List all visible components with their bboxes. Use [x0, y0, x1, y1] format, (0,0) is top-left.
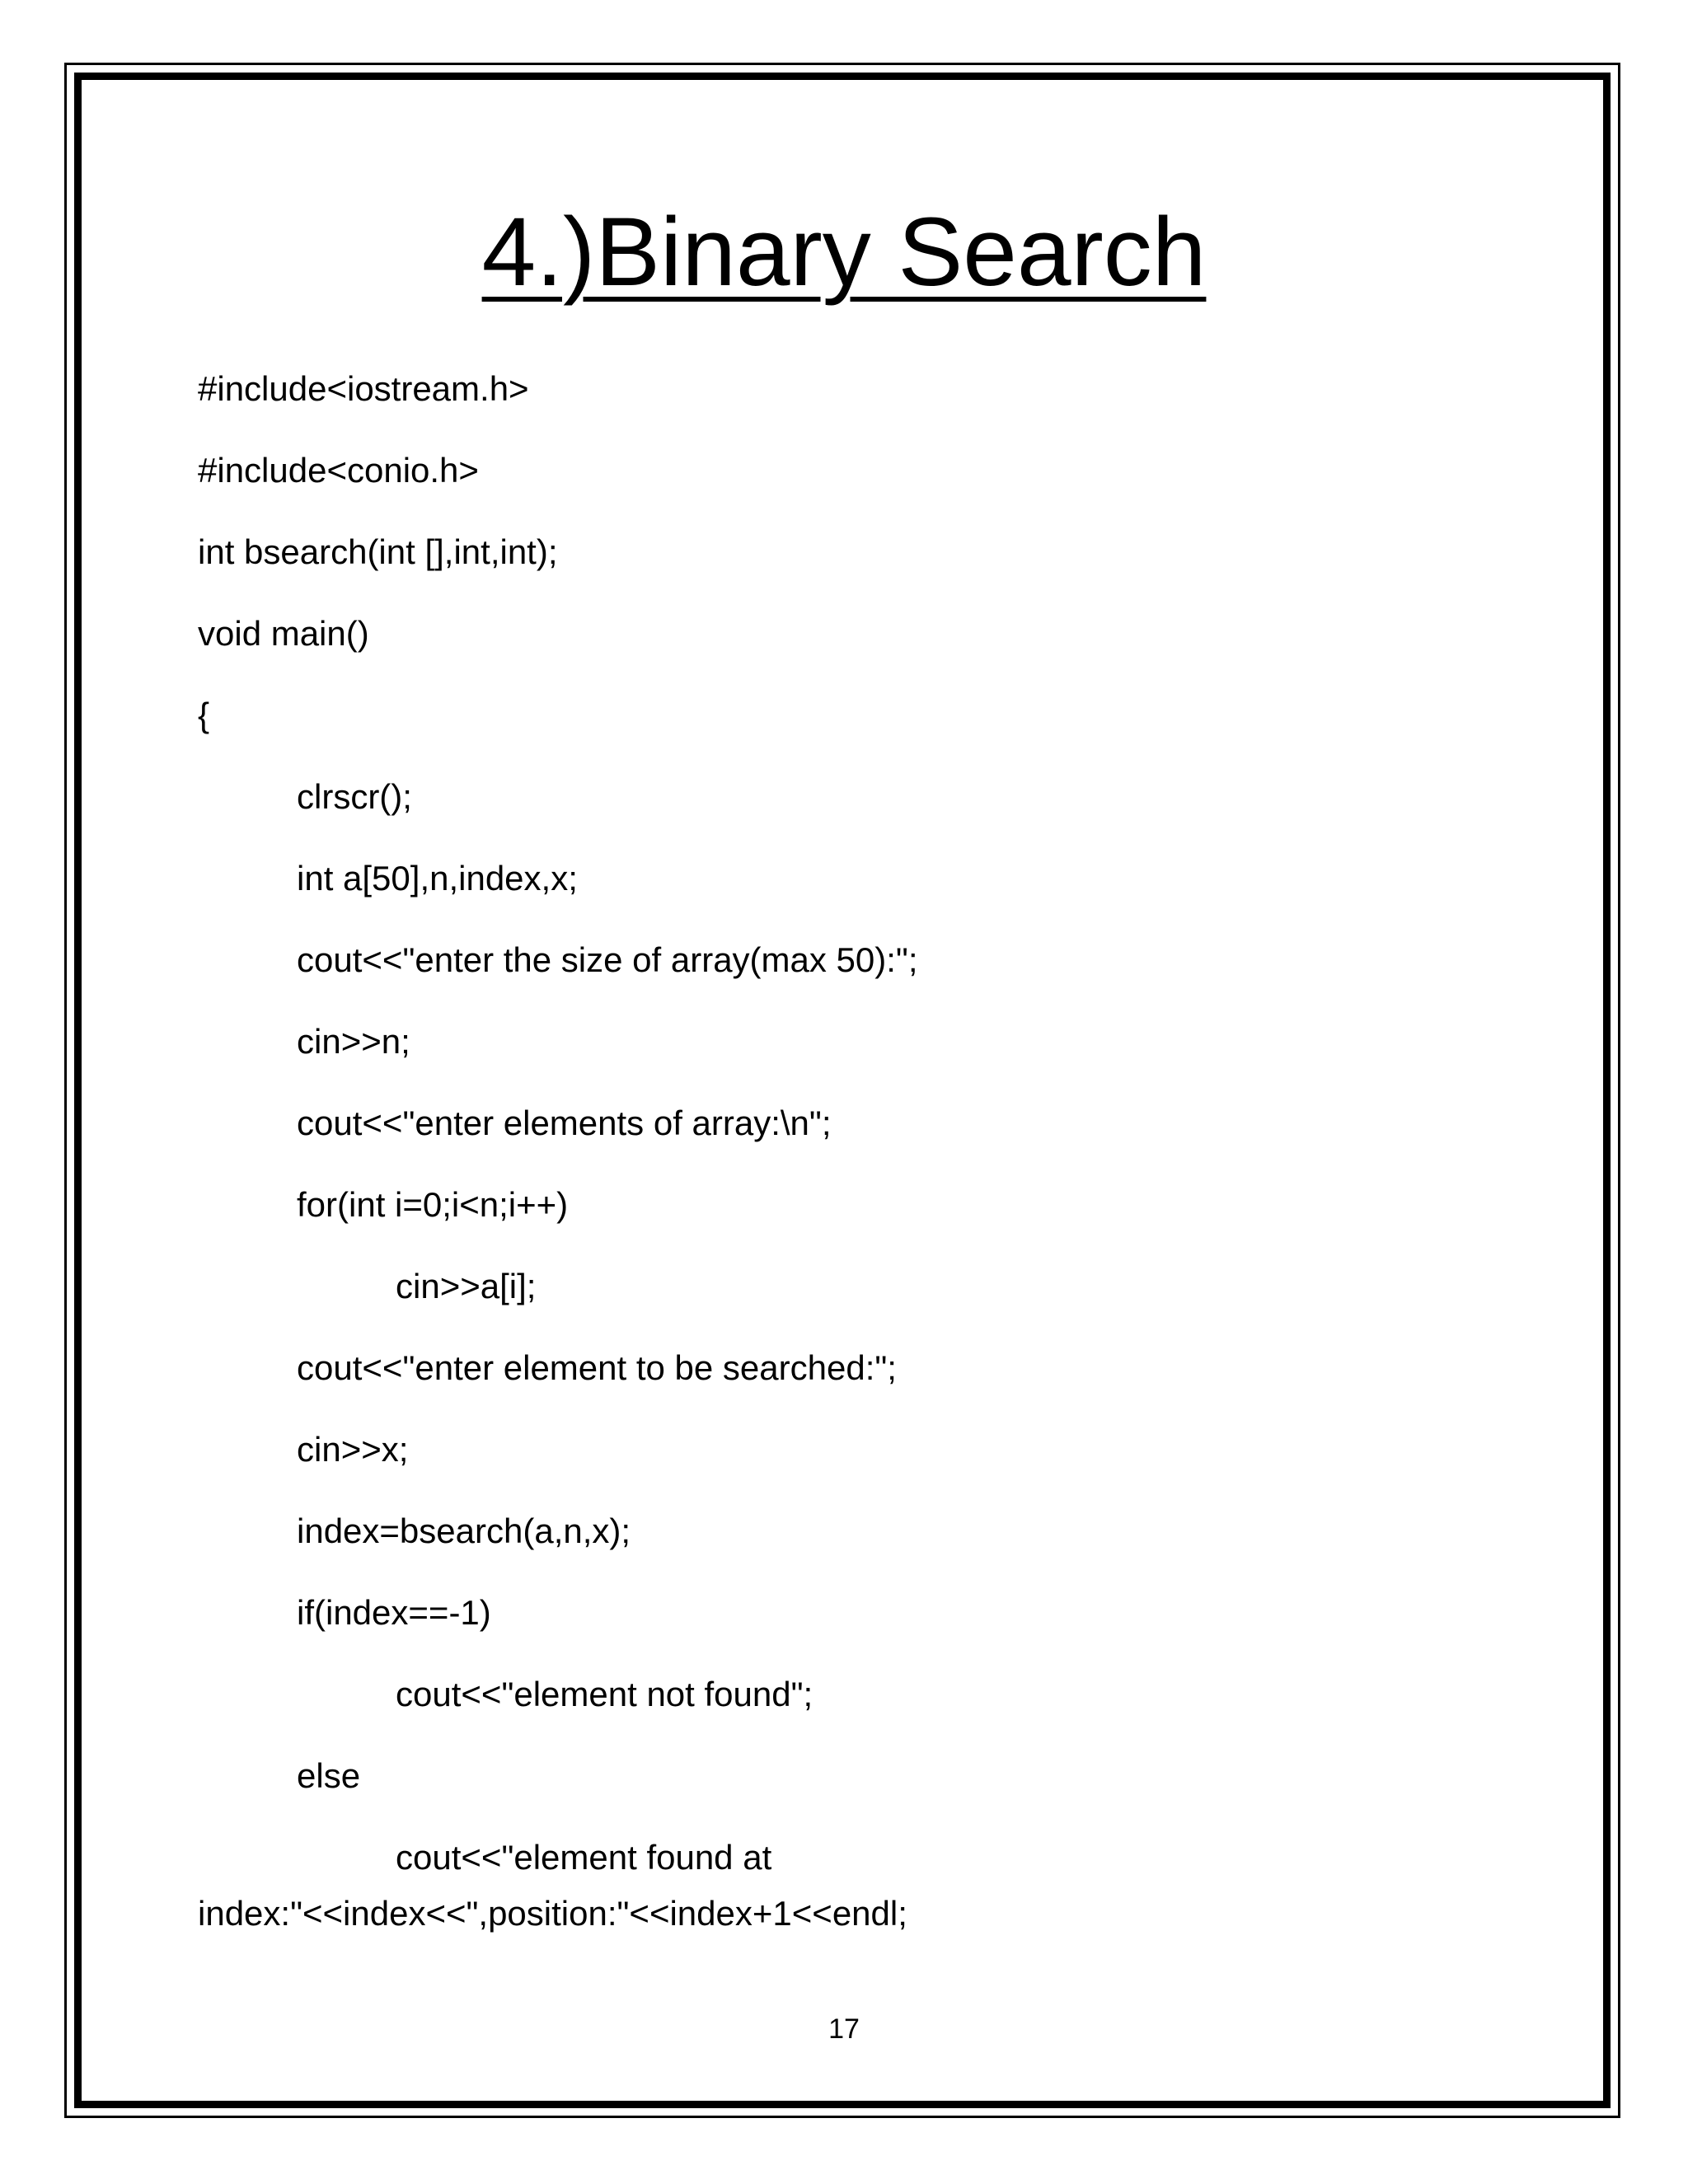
- code-line: cout<<"element not found";: [396, 1675, 814, 1713]
- code-line: cout<<"enter elements of array:\n";: [297, 1104, 832, 1142]
- code-line: void main(): [198, 614, 369, 653]
- page-title: [0, 194, 1688, 310]
- code-line: cout<<"enter the size of array(max 50):";: [297, 940, 918, 979]
- code-line: cin>>n;: [297, 1022, 410, 1061]
- code-line: clrscr();: [297, 777, 412, 816]
- code-line: for(int i=0;i<n;i++): [297, 1185, 569, 1224]
- page-title-text: 4.)Binary Search: [481, 198, 1207, 307]
- code-line: {: [198, 696, 210, 734]
- code-line: cin>>x;: [297, 1430, 409, 1469]
- code-line: index=bsearch(a,n,x);: [297, 1511, 631, 1550]
- code-line: index:"<<index<<",position:"<<index+1<<endl;: [198, 1894, 907, 1933]
- code-line: cin>>a[i];: [396, 1267, 537, 1305]
- code-line: #include<conio.h>: [198, 451, 479, 490]
- code-line: cout<<"enter element to be searched:";: [297, 1348, 897, 1387]
- code-line: if(index==-1): [297, 1593, 491, 1632]
- code-line: int a[50],n,index,x;: [297, 859, 578, 898]
- code-line: cout<<"element found at: [396, 1838, 772, 1877]
- code-line: else: [297, 1756, 361, 1795]
- code-line: #include<iostream.h>: [198, 369, 529, 408]
- page-number: 17: [828, 2013, 860, 2045]
- code-line: int bsearch(int [],int,int);: [198, 532, 558, 571]
